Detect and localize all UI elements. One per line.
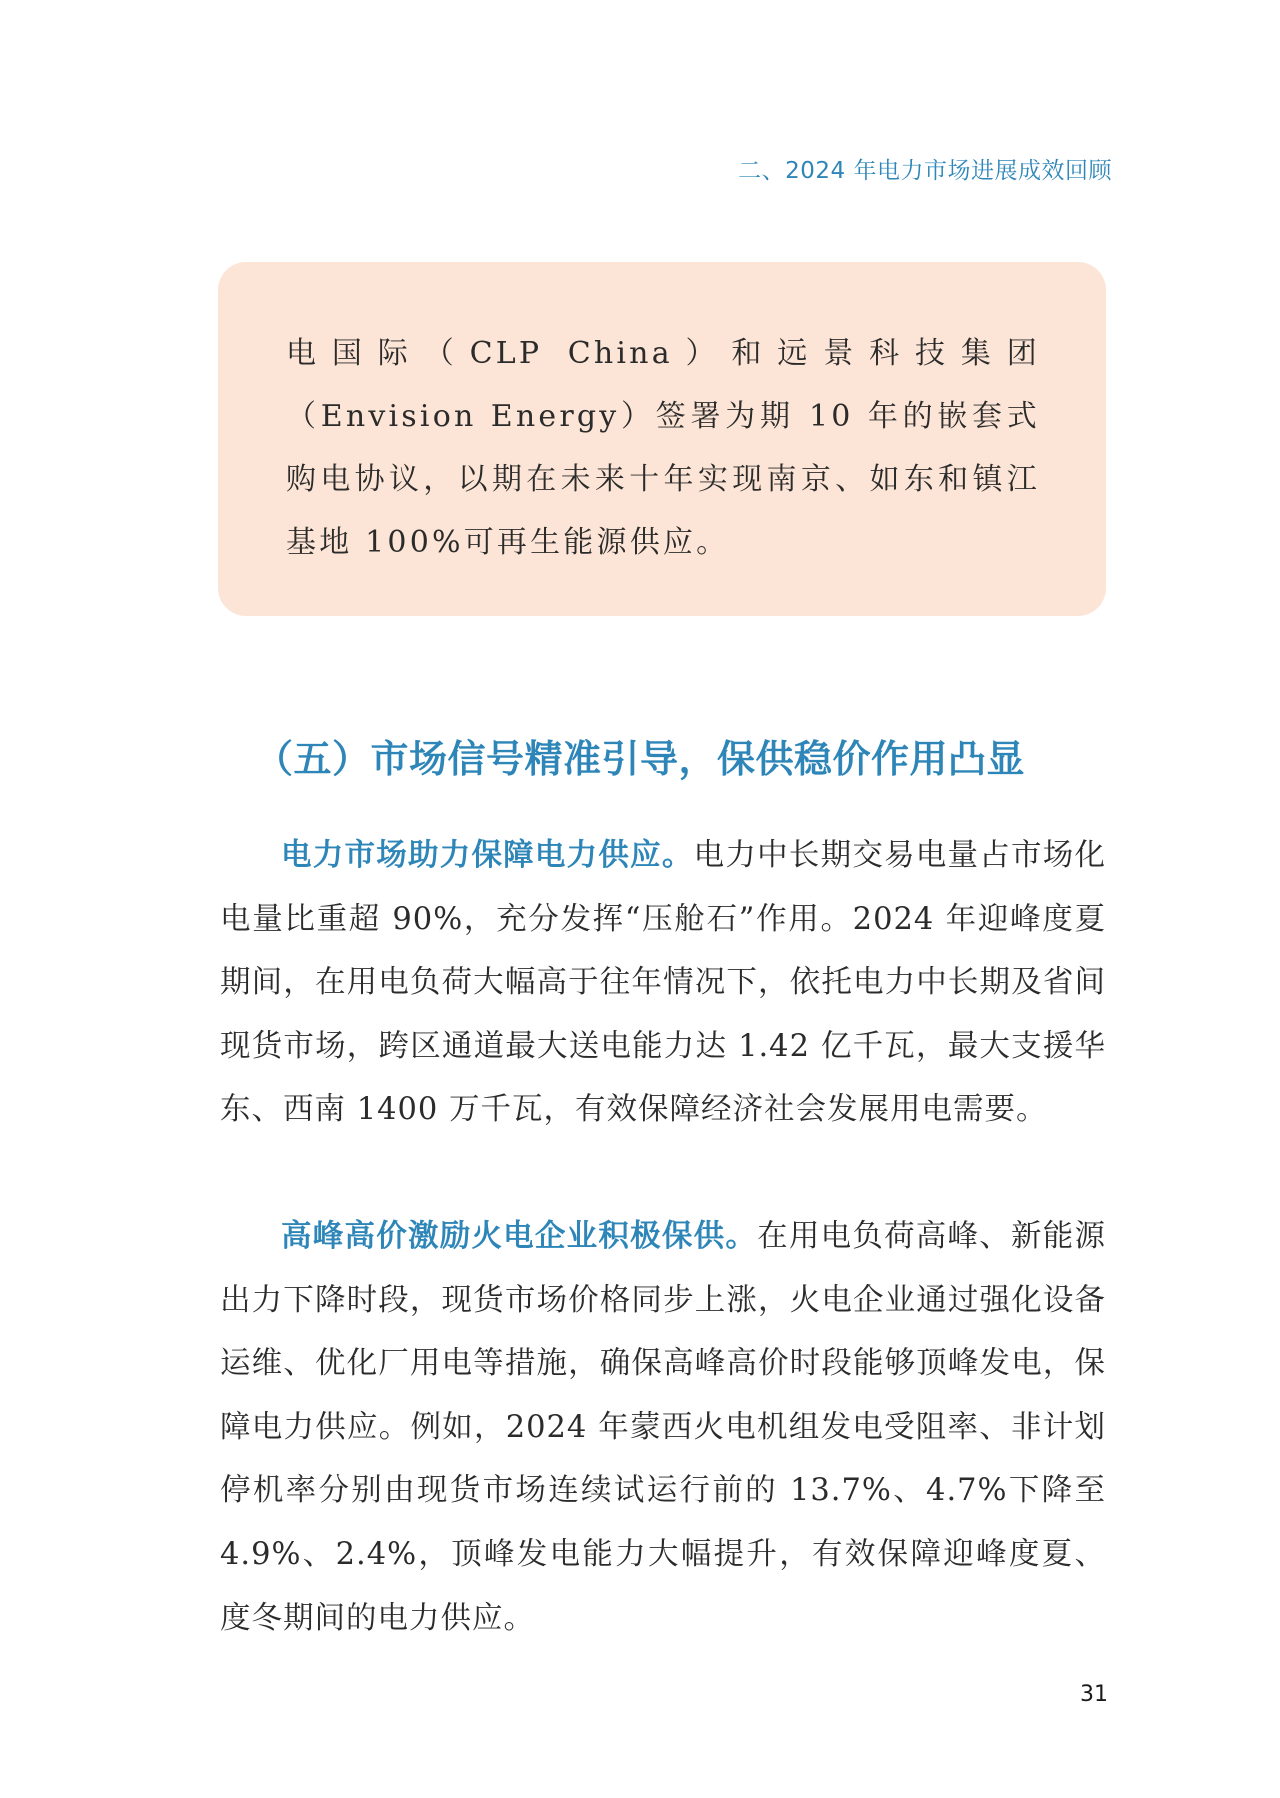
paragraph-body: 在用电负荷高峰、新能源出力下降时段，现货市场价格同步上涨，火电企业通过强化设备运维、优化厂用电等措施，确保高峰高价时段能够顶峰发电，保障电力供应。例如，2024 年蒙西火电机组发电受阻率、非计划停机率分别由现货市场连续试运行前的 13.7%、4.7%下降至 4.9%、2.4%，顶峰发电能力大幅提升，有效保障迎峰度夏、度冬期间的电力供应。 (220, 1219, 1107, 1636)
page-number: 31 (1080, 1682, 1108, 1707)
running-header: 二、2024 年电力市场进展成效回顾 (738, 158, 1112, 184)
paragraph-peak-pricing (220, 1205, 1106, 1650)
paragraph-lead: 电力市场助力保障电力供应。 (281, 838, 694, 873)
paragraph-body: 电力中长期交易电量占市场化电量比重超 90%，充分发挥“压舱石”作用。2024 年迎峰度夏期间，在用电负荷大幅高于往年情况下，依托电力中长期及省间现货市场，跨区通道最大送电能力达 1.42 亿千瓦，最大支援华东、西南 1400 万千瓦，有效保障经济社会发展用电需要。 (220, 838, 1107, 1128)
paragraph-lead: 高峰高价激励火电企业积极保供。 (281, 1219, 758, 1254)
section-heading: （五）市场信号精准引导，保供稳价作用凸显 (254, 737, 1025, 781)
callout-box (218, 262, 1106, 616)
paragraph-power-supply (220, 824, 1106, 1142)
callout-text: 电国际（CLP China）和远景科技集团（Envision Energy）签署为期 10 年的嵌套式购电协议，以期在未来十年实现南京、如东和镇江基地 100%可再生能源供应。 (286, 336, 1040, 560)
